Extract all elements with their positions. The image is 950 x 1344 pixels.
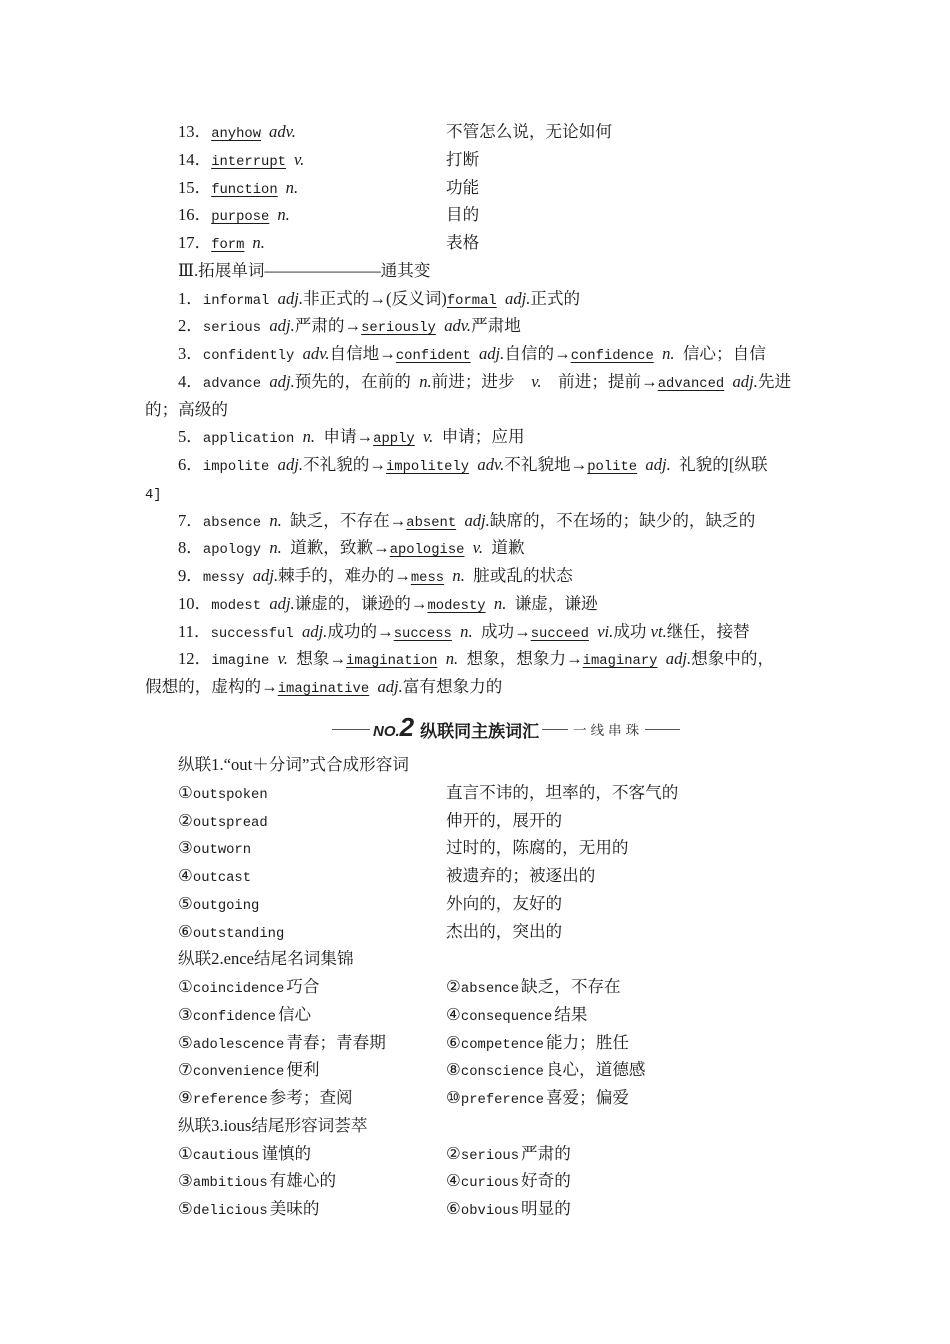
text-run — [654, 348, 662, 364]
entry-meaning: 巧合 — [286, 977, 320, 996]
text-run: 5． — [178, 427, 203, 447]
text-run: informal — [202, 292, 278, 309]
answer-word: imagination — [346, 653, 438, 670]
entry-meaning: 便利 — [286, 1060, 320, 1080]
part-of-speech-label: adj. — [269, 316, 295, 336]
part-of-speech-label: adj. — [252, 566, 279, 585]
group-row — [145, 1167, 825, 1195]
part-of-speech-label: n. — [269, 510, 282, 530]
group-row — [145, 1140, 825, 1168]
answer-word: success — [393, 625, 452, 642]
text-run — [657, 653, 665, 669]
vocab-number: 17． — [178, 233, 212, 252]
entry-word: ambitious — [192, 1175, 268, 1192]
text-run: modest — [211, 597, 270, 614]
text-run: 想象→ — [296, 649, 347, 669]
entry-meaning: 缺乏，不存在 — [521, 977, 621, 996]
part-of-speech-label: n. — [419, 371, 432, 391]
text-run — [433, 431, 441, 447]
entry-meaning: 明显的 — [521, 1199, 571, 1218]
entry-meaning: 外向的，友好的 — [446, 893, 563, 913]
part-of-speech-label: adj. — [301, 621, 328, 641]
entry-number: ① — [178, 782, 193, 802]
part-of-speech-label: n. — [452, 566, 465, 585]
entry-word: conscience — [460, 1064, 544, 1081]
entry-meaning: 能力；胜任 — [545, 1032, 629, 1052]
entry-meaning: 美味的 — [269, 1199, 320, 1218]
text-run — [471, 348, 479, 364]
part-of-speech-label: adj. — [377, 677, 403, 696]
entry-number: ② — [446, 977, 461, 996]
group-row — [145, 918, 825, 946]
word-family-item — [145, 451, 825, 479]
text-run — [486, 598, 494, 614]
text-run — [671, 459, 679, 475]
entry-number: ⑤ — [178, 1032, 193, 1052]
group-row — [145, 862, 825, 890]
group-entry — [446, 973, 621, 1004]
heading-rule-middle — [542, 729, 568, 730]
text-run — [458, 653, 466, 669]
entry-word: consequence — [460, 1008, 553, 1025]
group-entry — [178, 977, 319, 996]
part-of-speech-label: adj. — [665, 649, 692, 669]
word-family-item — [145, 590, 825, 618]
word-family-item — [145, 645, 825, 673]
entry-number: ⑧ — [446, 1060, 461, 1080]
text-run: 想象中的， — [691, 649, 775, 669]
text-run — [675, 348, 683, 364]
entry-word: outstanding — [192, 925, 285, 942]
text-run: 假想的，虚构的→ — [145, 677, 278, 696]
entry-number: ⑦ — [178, 1060, 193, 1080]
vocab-number: 14． — [178, 149, 212, 169]
entry-number: ③ — [178, 838, 193, 858]
entry-word: serious — [460, 1147, 520, 1164]
text-run: 缺席的，不在场的；缺少的，缺乏的 — [489, 510, 756, 530]
answer-word: apply — [373, 431, 415, 448]
entry-number: ② — [178, 810, 193, 830]
word-family-item — [145, 312, 825, 340]
vocab-row — [145, 201, 825, 229]
group-entry — [178, 1171, 336, 1190]
part-of-speech-label: adj. — [732, 371, 758, 391]
part-of-speech-label: n. — [302, 427, 316, 447]
part-of-speech-label: n. — [269, 538, 282, 558]
answer-word: imaginary — [582, 653, 658, 670]
word-family-item — [145, 534, 825, 562]
entry-number: ④ — [446, 1004, 461, 1024]
entry-word: competence — [460, 1036, 544, 1053]
answer-word: seriously — [361, 320, 436, 337]
group-entry — [178, 1005, 311, 1024]
entry-meaning: 青春；青春期 — [286, 1032, 386, 1052]
text-run: 富有想象力的 — [402, 677, 503, 696]
entry-word: coincidence — [192, 981, 285, 997]
word-groups-section — [145, 751, 825, 1223]
group-row — [145, 834, 825, 862]
entry-number: ③ — [178, 1004, 193, 1024]
part-of-speech-label: adj. — [645, 455, 671, 474]
text-run: 继任，接替 — [666, 621, 750, 641]
part-of-speech-label: adj. — [505, 288, 531, 308]
text-run — [282, 542, 290, 558]
heading-rule-left — [332, 729, 370, 730]
entry-word: outcast — [192, 870, 252, 886]
text-run — [515, 376, 532, 392]
vocab-word: anyhow — [211, 126, 262, 142]
group-entry — [178, 1144, 311, 1163]
text-run: 信心；自信 — [682, 344, 766, 363]
word-family-item-continued — [145, 673, 825, 701]
entry-meaning: 信心 — [277, 1004, 312, 1024]
text-run: 预先的，在前的 — [294, 371, 411, 391]
group-row — [145, 1056, 825, 1084]
vocab-number: 16． — [178, 205, 212, 225]
entry-number: ② — [446, 1143, 461, 1163]
vocabulary-section — [145, 118, 825, 701]
entry-number: ⑥ — [178, 921, 193, 941]
text-run: 申请→ — [323, 427, 374, 447]
group-row — [145, 1195, 825, 1223]
part-of-speech-label: v. — [277, 649, 288, 669]
text-run: 严肃地 — [471, 316, 521, 336]
text-run: 11． — [178, 621, 211, 641]
part-of-speech-label: adj. — [277, 288, 304, 308]
word-family-item — [145, 562, 825, 590]
text-run: 成功→ — [480, 621, 531, 641]
group-row — [145, 973, 825, 1001]
answer-word: confident — [395, 348, 471, 364]
entry-word: preference — [460, 1092, 544, 1108]
entry-word: cautious — [192, 1147, 260, 1164]
text-run: 正式的 — [530, 288, 581, 308]
text-run: 2． — [178, 316, 203, 336]
group-row — [145, 807, 825, 835]
part-of-speech-label: v. — [472, 538, 484, 558]
section-title: Ⅲ.拓展单词———————通其变 — [178, 260, 431, 280]
entry-meaning: 谨慎的 — [261, 1143, 312, 1163]
section-heading-title: 纵联同主族词汇 — [420, 721, 540, 741]
entry-meaning: 过时的，陈腐的，无用的 — [446, 838, 629, 858]
entry-meaning: 被遗弃的；被逐出的 — [446, 866, 596, 885]
part-of-speech-label: adv. — [302, 344, 330, 363]
part-of-speech-label: vi. — [597, 621, 614, 641]
part-of-speech-label: n. — [662, 344, 675, 363]
vocab-word: function — [211, 181, 278, 198]
word-family-item — [145, 340, 825, 368]
answer-word: imaginative — [277, 681, 370, 697]
vocab-row — [145, 229, 825, 257]
answer-word: apologise — [389, 542, 465, 559]
text-run: 不礼貌的→ — [303, 455, 386, 474]
group-entry — [178, 1033, 386, 1052]
entry-number: ④ — [446, 1171, 461, 1191]
text-run — [497, 293, 505, 309]
text-run — [724, 376, 732, 392]
text-run: application — [202, 431, 303, 448]
section-number — [373, 711, 415, 744]
group-title: 纵联3.ious结尾形容词荟萃 — [178, 1115, 368, 1135]
part-of-speech-label: n. — [252, 233, 265, 252]
text-run — [473, 626, 481, 642]
text-run: imagine — [211, 653, 278, 670]
part-of-speech-label: adv. — [269, 122, 296, 141]
entry-word: convenience — [192, 1064, 285, 1081]
text-run: messy — [202, 570, 253, 586]
entry-number: ⑤ — [178, 1199, 193, 1218]
group-entry — [178, 1060, 319, 1079]
entry-word: outgoing — [192, 897, 260, 914]
vocab-meaning: 不管怎么说，无论如何 — [446, 122, 612, 141]
heading-rule-right — [645, 729, 680, 730]
group-row — [145, 1084, 825, 1112]
entry-meaning: 好奇的 — [521, 1171, 571, 1191]
group-entry — [446, 1056, 646, 1087]
text-run: 严肃的→ — [294, 316, 362, 336]
text-run: 先进 — [757, 371, 792, 391]
entry-number: ① — [178, 1143, 193, 1163]
entry-meaning: 喜爱；偏爱 — [545, 1088, 629, 1107]
text-run — [506, 598, 514, 614]
part-of-speech-label: adj. — [277, 455, 304, 474]
vocab-meaning: 功能 — [446, 177, 480, 197]
answer-word: polite — [587, 459, 638, 475]
group-entry — [178, 1088, 353, 1107]
text-run: 不礼貌地→ — [504, 455, 588, 474]
answer-word: advanced — [657, 375, 725, 392]
text-run: 想象，想象力→ — [466, 649, 583, 669]
group-entry — [446, 1140, 571, 1171]
text-run: impolite — [202, 459, 278, 475]
text-run: 4] — [145, 486, 162, 503]
part-of-speech-label: n. — [285, 177, 299, 197]
vocab-row — [145, 174, 825, 202]
word-family-item — [145, 507, 825, 535]
text-run: absence — [202, 514, 270, 531]
group-title: 纵联2.ence结尾名词集锦 — [178, 949, 354, 969]
section-heading-subtitle: 一线串珠 — [573, 723, 644, 738]
part-of-speech-label: vt. — [650, 621, 667, 641]
part-of-speech-label: adj. — [478, 344, 505, 363]
text-run: advance — [202, 375, 270, 392]
answer-word: formal — [446, 292, 497, 309]
text-run: 非正式的→(反义词) — [303, 288, 447, 308]
group-row — [145, 1029, 825, 1057]
text-run: 的；高级的 — [145, 399, 228, 419]
entry-number: ⑨ — [178, 1088, 193, 1107]
entry-meaning: 严肃的 — [521, 1143, 571, 1163]
text-run: 9． — [178, 566, 203, 585]
section-heading-no2 — [332, 711, 680, 742]
text-run: 7． — [178, 510, 203, 530]
vocab-row — [145, 118, 825, 146]
text-run — [465, 570, 473, 586]
entry-word: absence — [460, 981, 520, 997]
text-run: 8． — [178, 538, 203, 558]
text-run: 1． — [178, 288, 203, 308]
word-family-item — [145, 618, 825, 646]
word-family-item-continued — [145, 396, 825, 424]
answer-word: modesty — [427, 597, 486, 614]
text-run — [452, 626, 460, 642]
word-family-item — [145, 423, 825, 451]
vocab-meaning: 打断 — [446, 149, 480, 169]
group-row — [145, 890, 825, 918]
text-run: 道歉，致歉→ — [290, 538, 390, 558]
group-row — [145, 1001, 825, 1029]
text-run — [282, 515, 290, 531]
text-run — [415, 431, 423, 447]
text-run — [436, 320, 444, 336]
entry-meaning: 杰出的，突出的 — [446, 921, 563, 941]
part-of-speech-label: v. — [293, 149, 305, 169]
entry-meaning: 结果 — [554, 1004, 588, 1024]
text-run: 缺乏，不存在→ — [290, 510, 407, 530]
group-title: 纵联1.“out＋分词”式合成形容词 — [178, 755, 409, 774]
part-of-speech-label: v. — [423, 427, 434, 447]
word-family-item — [145, 368, 825, 396]
entry-word: obvious — [460, 1203, 520, 1219]
text-run: serious — [202, 320, 270, 337]
vocab-meaning: 目的 — [446, 205, 480, 225]
text-run: 自信的→ — [504, 344, 571, 363]
text-run: 礼貌的[纵联 — [679, 455, 768, 474]
entry-number: ④ — [178, 866, 193, 885]
entry-meaning: 伸开的，展开的 — [446, 810, 563, 830]
group-entry — [446, 1167, 571, 1198]
part-of-speech-label: n. — [277, 205, 290, 225]
answer-word: mess — [410, 570, 445, 586]
word-family-item — [145, 285, 825, 313]
text-run: 谦虚的，谦逊的→ — [294, 593, 428, 613]
text-run: 申请；应用 — [441, 427, 525, 447]
part-of-speech-label: adv. — [477, 455, 505, 474]
answer-word: impolitely — [386, 459, 470, 475]
vocab-word: form — [211, 237, 245, 253]
entry-meaning: 直言不讳的，坦率的，不客气的 — [446, 782, 679, 802]
group-entry — [446, 1195, 571, 1226]
text-run: 3． — [178, 344, 203, 363]
entry-word: outspoken — [192, 786, 268, 803]
entry-number: ① — [178, 977, 193, 996]
text-run — [589, 626, 597, 642]
group-entry — [446, 1084, 629, 1115]
text-run: 脏或乱的状态 — [473, 566, 573, 585]
part-of-speech-label: n. — [460, 621, 473, 641]
text-run: 4． — [178, 371, 203, 391]
entry-meaning: 良心，道德感 — [545, 1060, 646, 1080]
vocab-meaning: 表格 — [446, 233, 480, 252]
vocab-word: interrupt — [211, 153, 286, 170]
answer-word: absent — [406, 514, 457, 531]
text-run: 成功 — [613, 621, 651, 641]
group-entry — [178, 1199, 319, 1218]
text-run: 棘手的，难办的→ — [278, 566, 411, 585]
answer-word: confidence — [570, 348, 654, 364]
text-run: 10． — [178, 593, 212, 613]
word-family-item-continued — [145, 479, 825, 507]
part-of-speech-label: adj. — [269, 593, 295, 613]
text-run — [542, 376, 559, 392]
section-number-digit: 2 — [399, 711, 415, 742]
text-run — [411, 376, 419, 392]
entry-number: ⑩ — [446, 1088, 461, 1107]
entry-word: outworn — [192, 842, 252, 859]
part-of-speech-label: n. — [445, 649, 459, 669]
group-entry — [446, 1029, 629, 1060]
part-of-speech-label: v. — [531, 371, 542, 391]
text-run: 前进；进步 — [431, 371, 515, 391]
vocab-word: purpose — [211, 209, 270, 226]
text-run: 前进；提前→ — [558, 371, 658, 391]
entry-number: ⑤ — [178, 893, 193, 913]
entry-word: adolescence — [192, 1036, 285, 1053]
entry-word: outspread — [192, 814, 268, 831]
text-run: 12． — [178, 649, 212, 669]
text-run — [464, 542, 472, 558]
vocab-number: 13． — [178, 122, 212, 141]
text-run: 自信地→ — [329, 344, 396, 363]
text-run: 成功的→ — [327, 621, 394, 641]
entry-number: ⑥ — [446, 1032, 461, 1052]
text-run: 道歉 — [491, 538, 525, 558]
part-of-speech-label: adv. — [444, 316, 472, 336]
section-number-prefix: NO. — [373, 722, 400, 740]
text-run: 谦虚，谦逊 — [514, 593, 598, 613]
entry-word: confidence — [192, 1008, 276, 1025]
entry-word: delicious — [192, 1203, 268, 1219]
answer-word: succeed — [530, 625, 589, 642]
entry-word: curious — [460, 1175, 520, 1192]
group-row — [145, 779, 825, 807]
vocab-row — [145, 146, 825, 174]
text-run: successful — [210, 625, 302, 642]
text-run: confidently — [202, 348, 303, 364]
entry-meaning: 有雄心的 — [269, 1171, 337, 1191]
part-of-speech-label: adj. — [269, 371, 295, 391]
text-run: 6． — [178, 455, 203, 474]
vocab-number: 15． — [178, 177, 212, 197]
entry-meaning: 参考；查阅 — [269, 1088, 353, 1107]
text-run — [437, 653, 445, 669]
part-of-speech-label: n. — [493, 593, 507, 613]
text-run: apology — [202, 542, 270, 559]
entry-number: ⑥ — [446, 1199, 461, 1218]
entry-number: ③ — [178, 1171, 193, 1191]
part-of-speech-label: adj. — [464, 510, 490, 530]
group-entry — [446, 1001, 587, 1032]
entry-word: reference — [192, 1092, 268, 1108]
